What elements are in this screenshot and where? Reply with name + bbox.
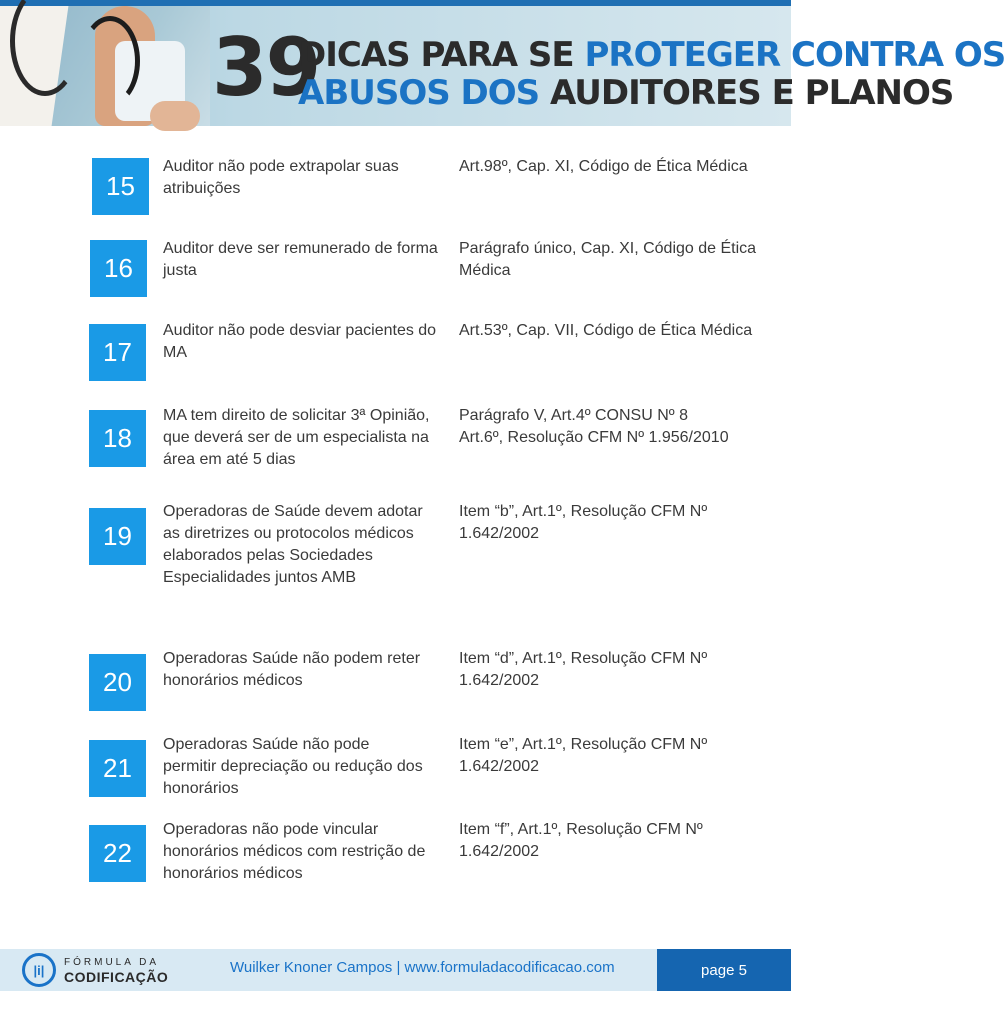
item-description: Operadoras de Saúde devem adotar as diretrizes ou protocolos médicos elaborados pelas Sociedades Especialidades juntos AMB: [163, 503, 423, 586]
item-description: Operadoras não pode vincular honorários médicos com restrição de honorários médicos: [163, 821, 426, 882]
formula-logo-icon: |i|: [22, 953, 56, 987]
item-number-badge: 15: [92, 158, 149, 215]
item-reference: Item “e”, Art.1º, Resolução CFM Nº 1.642/2002: [459, 736, 708, 775]
page-number: page 5: [657, 949, 791, 991]
item-reference: Art.53º, Cap. VII, Código de Ética Médica: [459, 322, 753, 339]
item-reference: Item “b”, Art.1º, Resolução CFM Nº 1.642/2002: [459, 503, 708, 542]
item-description: Operadoras Saúde não pode permitir depreciação ou redução dos honorários: [163, 736, 423, 797]
logo-text-bottom: CODIFICAÇÃO: [64, 969, 169, 985]
page-footer: [0, 949, 791, 991]
item-number-badge: 21: [89, 740, 146, 797]
item-number-badge: 17: [89, 324, 146, 381]
item-description: Auditor não pode extrapolar suas atribuições: [163, 158, 399, 197]
header-title-line-1: DICAS PARA SE PROTEGER CONTRA OS: [298, 35, 1005, 75]
item-reference: Parágrafo V, Art.4º CONSU Nº 8 Art.6º, Resolução CFM Nº 1.956/2010: [459, 407, 729, 446]
footer-credit-link[interactable]: Wuilker Knoner Campos | www.formuladacodificacao.com: [230, 959, 615, 976]
item-number-badge: 22: [89, 825, 146, 882]
header-number: 39: [212, 21, 320, 114]
item-reference: Item “d”, Art.1º, Resolução CFM Nº 1.642/2002: [459, 650, 708, 689]
item-description: Operadoras Saúde não podem reter honorários médicos: [163, 650, 421, 689]
item-description: Auditor deve ser remunerado de forma justa: [163, 240, 438, 279]
item-number-badge: 20: [89, 654, 146, 711]
header-title-line-2: ABUSOS DOS AUDITORES E PLANOS: [298, 73, 954, 113]
doctor-stethoscope-photo: [0, 6, 210, 126]
item-description: MA tem direito de solicitar 3ª Opinião, que deverá ser de um especialista na área em até 5 dias: [163, 407, 430, 468]
item-number-badge: 18: [89, 410, 146, 467]
item-description: Auditor não pode desviar pacientes do MA: [163, 322, 437, 361]
item-number-badge: 19: [89, 508, 146, 565]
item-reference: Art.98º, Cap. XI, Código de Ética Médica: [459, 158, 748, 175]
item-reference: Item “f”, Art.1º, Resolução CFM Nº 1.642/2002: [459, 821, 703, 860]
brand-logo: [22, 952, 168, 988]
header-banner: [0, 6, 1005, 126]
logo-text-top: FÓRMULA DA: [64, 957, 160, 968]
item-reference: Parágrafo único, Cap. XI, Código de Ética Médica: [459, 240, 757, 279]
item-number-badge: 16: [90, 240, 147, 297]
